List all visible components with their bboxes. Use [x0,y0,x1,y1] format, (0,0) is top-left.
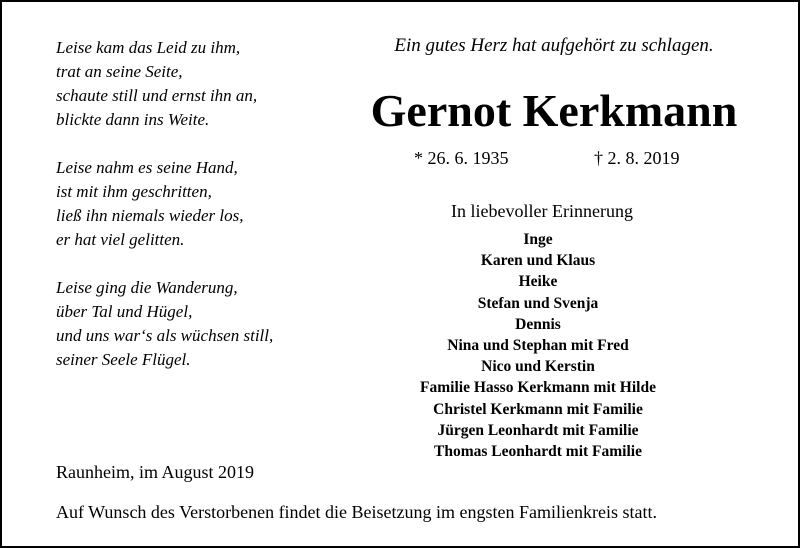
poem-stanza [56,276,366,372]
memory-line: In liebevoller Erinnerung [451,201,633,221]
mourner-item: Heike [518,273,558,291]
mourner-item: Stefan und Svenja [477,294,599,312]
poem-line: über Tal und Hügel, [56,302,193,321]
poem-line: Leise ging die Wanderung, [56,278,238,297]
place-date: Raunheim, im August 2019 [56,462,254,482]
poem-line: schaute still und ernst ihn an, [56,86,258,105]
poem [56,36,366,396]
death-date: † 2. 8. 2019 [594,148,680,168]
birth-date: * 26. 6. 1935 [414,148,509,168]
mourner-item: Inge [523,231,553,248]
poem-line: und uns war‘s als wüchsen still, [56,326,274,345]
poem-line: blickte dann ins Weite. [56,110,210,129]
poem-line: ist mit ihm geschritten, [56,182,212,201]
mourner-item: Familie Hasso Kerkmann mit Hilde [420,379,656,397]
poem-line: Leise kam das Leid zu ihm, [56,38,241,57]
poem-line: Leise nahm es seine Hand, [56,158,238,177]
poem-line: er hat viel gelitten. [56,230,185,249]
mourner-item: Jürgen Leonhardt mit Familie [437,421,639,439]
mourner-item: Thomas Leonhardt mit Familie [434,443,642,461]
mourner-item: Christel Kerkmann mit Familie [433,400,643,418]
mourner-item: Nina und Stephan mit Fred [447,337,629,355]
mourner-item: Karen und Klaus [480,252,596,270]
mourners-list [378,229,698,462]
poem-line: seiner Seele Flügel. [56,350,191,369]
deceased-name: Gernot Kerkmann [370,85,738,136]
tagline: Ein gutes Herz hat aufgehört zu schlagen. [394,35,714,56]
burial-notice: Auf Wunsch des Verstorbenen findet die Beisetzung im engsten Familienkreis statt. [56,502,657,522]
poem-stanza [56,156,366,252]
poem-stanza [56,36,366,132]
mourner-item: Nico und Kerstin [481,358,595,376]
poem-line: trat an seine Seite, [56,62,183,81]
mourner-item: Dennis [515,315,561,333]
poem-line: ließ ihn niemals wieder los, [56,206,244,225]
